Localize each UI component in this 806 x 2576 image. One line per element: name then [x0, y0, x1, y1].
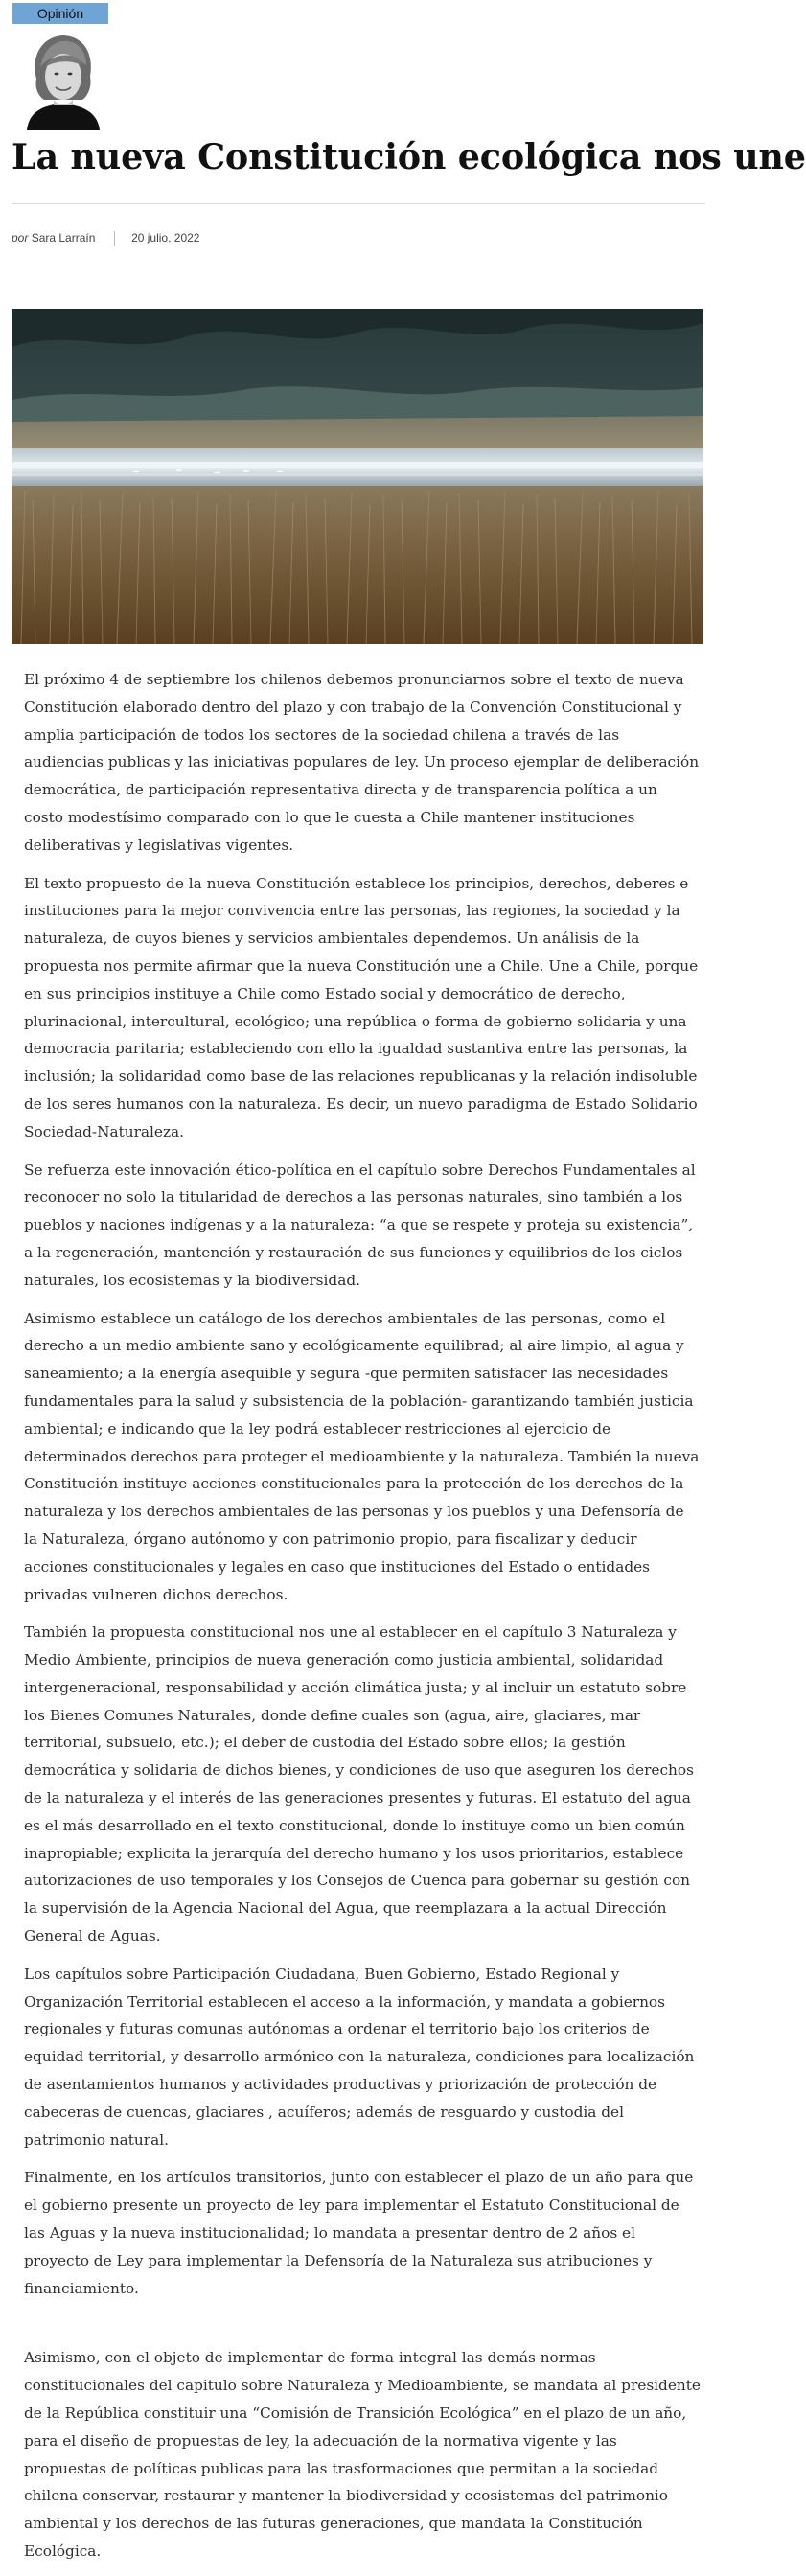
article-paragraph: Se refuerza este innovación ético-política en el capítulo sobre Derechos Fundamentales al reconocer no solo la titularidad de derechos a las personas naturales, sino también a los pueblos y naciones indígenas y a la naturaleza: “a que se respete y proteja su existencia”, a la regeneración, mantención y restauración de sus funciones y equilibrios de los ciclos naturales, los ecosistemas y la biodiversidad.: [24, 1161, 696, 1289]
article-title: La nueva Constitución ecológica nos une: [12, 136, 806, 177]
author-portrait-icon: [21, 29, 104, 130]
byline: [12, 228, 199, 247]
category-badge[interactable]: Opinión: [12, 3, 108, 24]
article-paragraph: El texto propuesto de la nueva Constitución establece los principios, derechos, deberes e instituciones para la mejor convivencia entre las personas, las regiones, la sociedad y la naturaleza, de cuyos bienes y servicios ambientales dependemos. Un análisis de la propuesta nos permite afirmar que la nueva Constitución une a Chile. Une a Chile, porque en sus principios instituye a Chile como Estado social y democrático de derecho, plurinacional, intercultural, ecológico; una república o forma de gobierno solidaria y una democracia paritaria; estableciendo con ello la igualdad sustantiva entre las personas, la inclusión; la solidaridad como base de las relaciones republicanas y la relación indisoluble de los seres humanos con la naturaleza. Es decir, un nuevo paradigma de Estado Solidario Sociedad-Naturaleza.: [24, 874, 699, 1140]
article-paragraph: Asimismo, con el objeto de implementar de forma integral las demás normas constitucionales del capitulo sobre Naturaleza y Medioambiente, se mandata al presidente de la República constituir una “Comisión de Transición Ecológica” en el plazo de un año, para el diseño de propuestas de ley, la adecuación de la normativa vigente y las propuestas de políticas publicas para las trasformaciones que permitan a la sociedad chilena conservar, restaurar y mantener la biodiversidad y ecosistemas del patrimonio ambiental y los derechos de las futuras generaciones, que mandata la Constitución Ecológica.: [24, 2349, 701, 2560]
publish-date: 20 julio, 2022: [131, 231, 200, 244]
author-name[interactable]: Sara Larraín: [31, 231, 96, 244]
byline-separator: [114, 231, 115, 246]
wetland-photo-icon: [12, 309, 703, 644]
article-paragraph: El próximo 4 de septiembre los chilenos debemos pronunciarnos sobre el texto de nueva Constitución elaborado dentro del plazo y con trabajo de la Convención Constitucional y amplia participación de todos los sectores de la sociedad chilena a través de las audiencias publicas y las iniciativas populares de ley. Un proceso ejemplar de deliberación democrática, de participación representativa directa y de transparencia política a un costo modestísimo comparado con lo que le cuesta a Chile mantener instituciones deliberativas y legislativas vigentes.: [24, 671, 700, 854]
hero-image: [12, 309, 703, 644]
article-body: [24, 666, 701, 2576]
author-avatar[interactable]: [21, 29, 104, 130]
article-paragraph: Finalmente, en los artículos transitorios, junto con establecer el plazo de un año para que el gobierno presente un proyecto de ley para implementar el Estatuto Constitucional de las Aguas y la nueva institucionalidad; lo mandata a presentar dentro de 2 años el proyecto de Ley para implementar la Defensoría de la Naturaleza sus atribuciones y financiamiento.: [24, 2169, 694, 2297]
article-paragraph: También la propuesta constitucional nos une al establecer en el capítulo 3 Naturaleza y Medio Ambiente, principios de nueva generación como justicia ambiental, solidaridad intergeneracional, responsabilidad y acción climática justa; y al incluir un estatuto sobre los Bienes Comunes Naturales, donde define cuales son (agua, aire, glaciares, mar territorial, subsuelo, etc.); el deber de custodia del Estado sobre ellos; la gestión democrática y solidaria de dichos bienes, y condiciones de uso que aseguren los derechos de la naturaleza y el interés de las generaciones presentes y futuras. El estatuto del agua es el más desarrollado en el texto constitucional, donde lo instituye como un bien común inapropiable; explicita la jerarquía del derecho humano y los usos prioritarios, establece autorizaciones de uso temporales y los Consejos de Cuenca para gobernar su gestión con la supervisión de la Agencia Nacional del Agua, que reemplazara a la actual Dirección General de Aguas.: [24, 1623, 694, 1945]
article-paragraph: Asimismo establece un catálogo de los derechos ambientales de las personas, como el derecho a un medio ambiente sano y ecológicamente equilibrad; al aire limpio, al agua y saneamiento; a la energía asequible y segura -que permiten satisfacer las necesidades fundamentales para la salud y subsistencia de la población- garantizando también justicia ambiental; e indicando que la ley podrá establecer restricciones al ejercicio de determinados derechos para proteger el medioambiente y la naturaleza. También la nueva Constitución instituye acciones constitucionales para la protección de los derechos de la naturaleza y los derechos ambientales de las personas y los pueblos y una Defensoría de la Naturaleza, órgano autónomo y con patrimonio propio, para fiscalizar y deducir acciones constitucionales y legales en caso que instituciones del Estado o entidades privadas vulneren dichos derechos.: [24, 1309, 700, 1603]
title-divider: [12, 203, 705, 204]
article-paragraph: Los capítulos sobre Participación Ciudadana, Buen Gobierno, Estado Regional y Organización Territorial establecen el acceso a la información, y mandata a gobiernos regionales y futuras comunas autónomas a ordenar el territorio bajo los criterios de equidad territorial, y desarrollo armónico con la naturaleza, condiciones para localización de asentamientos humanos y actividades productivas y priorización de protección de cabeceras de cuencas, glaciares , acuíferos; además de resguardo y custodia del patrimonio natural.: [24, 1965, 695, 2149]
byline-prefix: por: [12, 231, 29, 244]
